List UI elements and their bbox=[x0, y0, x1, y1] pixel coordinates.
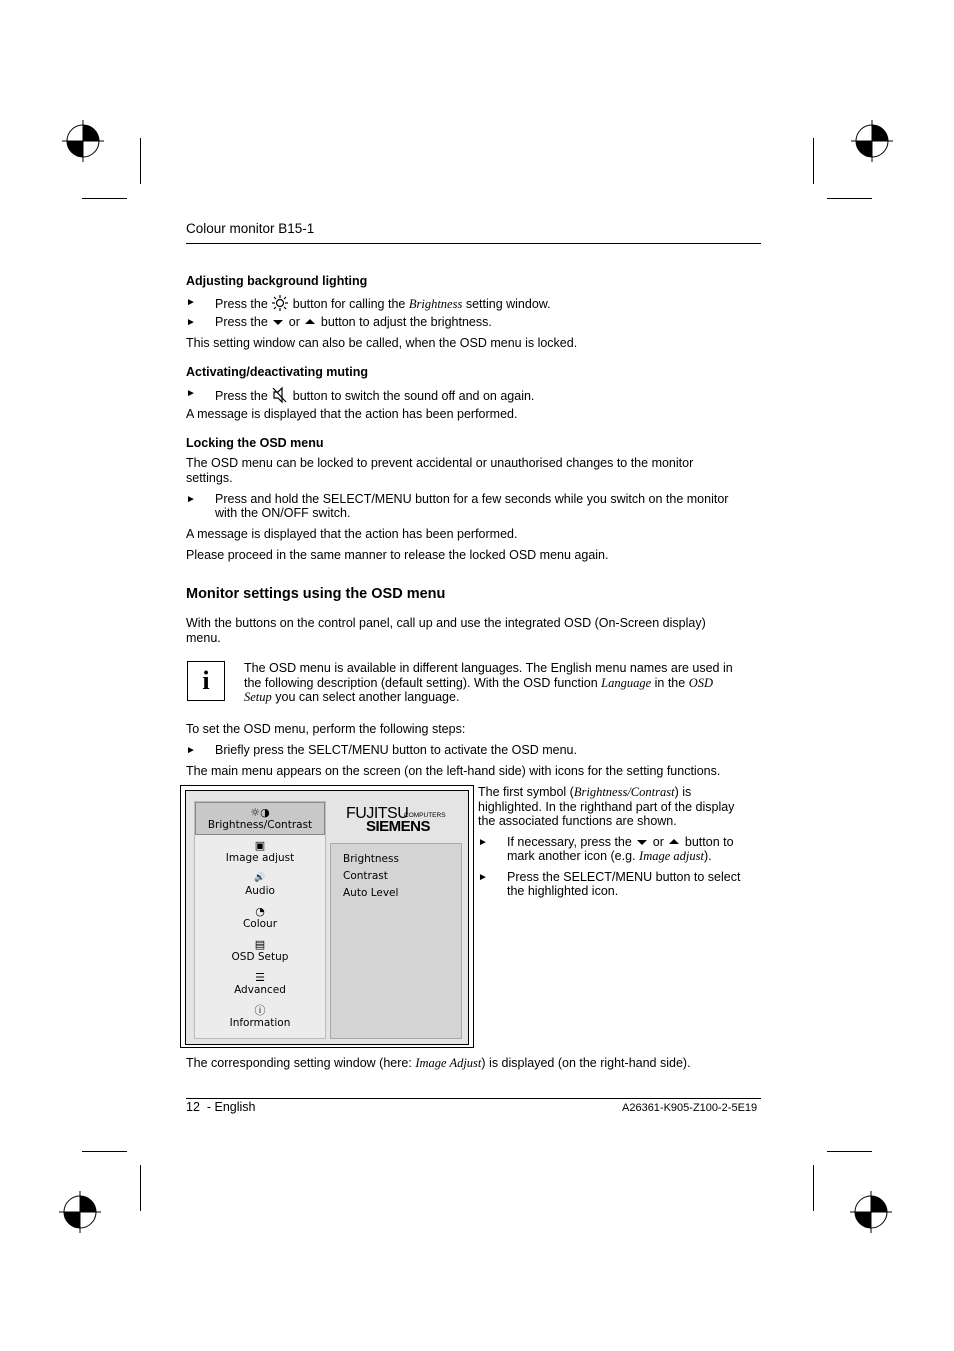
trim-line bbox=[140, 138, 141, 184]
text-span: or bbox=[288, 315, 300, 329]
text-span: Press the bbox=[215, 297, 268, 311]
text-span: Press the bbox=[215, 389, 268, 403]
bullet-text-line: Press and hold the SELECT/MENU button for a few seconds while you switch on the monitor bbox=[215, 492, 729, 506]
osd-menu-item-image-adjust[interactable] bbox=[195, 839, 325, 864]
text-span: The corresponding setting window (here: bbox=[186, 1056, 412, 1070]
italic-term: Language bbox=[601, 676, 652, 690]
osd-menu-item-osd-setup[interactable] bbox=[195, 938, 325, 963]
osd-menu-label: Image adjust bbox=[225, 852, 295, 864]
down-arrow-icon bbox=[635, 837, 649, 847]
information-icon: ⓘ bbox=[254, 1004, 266, 1017]
text-span: or bbox=[652, 835, 664, 849]
paragraph-line: settings. bbox=[186, 471, 233, 485]
trim-line bbox=[82, 198, 127, 199]
text-span: ) is bbox=[674, 785, 692, 799]
paragraph-line: The OSD menu can be locked to prevent accidental or unauthorised changes to the monitor bbox=[186, 456, 694, 470]
bullet-marker: ► bbox=[186, 317, 196, 328]
osd-menu-label: Audio bbox=[245, 885, 275, 897]
bullet-marker: ► bbox=[186, 297, 196, 308]
text-span: button to switch the sound off and on again. bbox=[292, 389, 535, 403]
osd-menu-item-colour[interactable] bbox=[195, 905, 325, 930]
crop-mark-bottom-right bbox=[850, 1191, 892, 1233]
brand-bottom: SIEMENS bbox=[366, 818, 431, 835]
mute-button-icon bbox=[271, 386, 289, 404]
image-adjust-icon: ▣ bbox=[254, 839, 266, 852]
bullet-text bbox=[215, 386, 534, 404]
crop-mark-top-right bbox=[851, 120, 893, 162]
osd-setup-icon: ▤ bbox=[254, 938, 266, 951]
text-span: in the bbox=[654, 676, 686, 690]
section-heading: Locking the OSD menu bbox=[186, 436, 324, 450]
bullet-marker: ► bbox=[186, 494, 196, 505]
osd-menu-item-information[interactable] bbox=[195, 1004, 325, 1029]
bullet-text bbox=[215, 315, 492, 330]
paragraph: A message is displayed that the action has been performed. bbox=[186, 407, 518, 421]
side-text-line: the associated functions are shown. bbox=[478, 814, 677, 828]
side-bullet-line: Press the SELECT/MENU button to select bbox=[507, 870, 741, 884]
paragraph: Please proceed in the same manner to release the locked OSD menu again. bbox=[186, 548, 609, 562]
text-span: you can select another language. bbox=[275, 690, 460, 704]
bullet-marker: ► bbox=[478, 837, 488, 848]
osd-main-menu bbox=[194, 801, 326, 1039]
side-bullet-line bbox=[507, 849, 712, 864]
italic-term: OSD bbox=[688, 676, 714, 690]
bullet-text-line: with the ON/OFF switch. bbox=[215, 506, 351, 520]
text-span: button to bbox=[684, 835, 734, 849]
osd-window bbox=[185, 790, 469, 1045]
italic-term: Brightness/Contrast bbox=[573, 785, 675, 799]
info-icon: i bbox=[187, 661, 225, 701]
osd-function-item[interactable]: Auto Level bbox=[343, 887, 399, 899]
paragraph-line: With the buttons on the control panel, call up and use the integrated OSD (On-Screen display) bbox=[186, 616, 706, 630]
advanced-icon: ☰ bbox=[255, 971, 265, 984]
paragraph: The main menu appears on the screen (on the left-hand side) with icons for the setting functions. bbox=[186, 764, 721, 778]
footer-rule bbox=[186, 1098, 761, 1099]
brand-small: COMPUTERS bbox=[404, 812, 446, 819]
fujitsu-siemens-logo bbox=[346, 801, 450, 841]
text-span: The first symbol ( bbox=[478, 785, 574, 799]
osd-menu-label: Advanced bbox=[234, 984, 286, 996]
trim-line bbox=[140, 1165, 141, 1211]
text-span: ). bbox=[703, 849, 712, 863]
text-span: mark another icon (e.g. bbox=[507, 849, 636, 863]
paragraph: A message is displayed that the action has been performed. bbox=[186, 527, 518, 541]
section-title: Monitor settings using the OSD menu bbox=[186, 586, 446, 602]
italic-term: Image Adjust bbox=[415, 1056, 482, 1070]
text-span: button for calling the bbox=[292, 297, 406, 311]
osd-menu-item-advanced[interactable] bbox=[195, 971, 325, 996]
bullet-text bbox=[215, 295, 551, 312]
side-text-line bbox=[478, 785, 691, 800]
crop-mark-top-left bbox=[62, 120, 104, 162]
brightness-contrast-icon: ☼◑ bbox=[250, 806, 270, 819]
note-line bbox=[244, 690, 459, 705]
section-heading: Adjusting background lighting bbox=[186, 274, 368, 288]
trim-line bbox=[813, 1165, 814, 1211]
osd-function-item[interactable]: Brightness bbox=[343, 853, 399, 865]
osd-menu-label: OSD Setup bbox=[231, 951, 289, 963]
osd-function-panel bbox=[330, 843, 462, 1039]
osd-menu-item-audio[interactable] bbox=[195, 872, 325, 897]
trim-line bbox=[827, 198, 872, 199]
bullet-marker: ► bbox=[186, 745, 196, 756]
bullet-marker: ► bbox=[186, 388, 196, 399]
osd-menu-label: Colour bbox=[242, 918, 278, 930]
section-heading: Activating/deactivating muting bbox=[186, 365, 368, 379]
brand-top: FUJITSU bbox=[346, 805, 409, 822]
text-span: the following description (default setting). With the OSD function bbox=[244, 676, 598, 690]
paragraph-line: menu. bbox=[186, 631, 221, 645]
bullet-text: Briefly press the SELCT/MENU button to activate the OSD menu. bbox=[215, 743, 577, 757]
note-line: The OSD menu is available in different languages. The English menu names are used in bbox=[244, 661, 733, 675]
osd-screenshot-figure bbox=[180, 785, 474, 1048]
document-number: A26361-K905-Z100-2-5E19 bbox=[622, 1102, 758, 1114]
paragraph bbox=[186, 1056, 691, 1071]
paragraph: This setting window can also be called, when the OSD menu is locked. bbox=[186, 336, 578, 350]
up-arrow-icon bbox=[667, 837, 681, 847]
osd-menu-label: Brightness/Contrast bbox=[207, 819, 313, 831]
text-span: If necessary, press the bbox=[507, 835, 632, 849]
page-number: 12 - English bbox=[186, 1100, 256, 1114]
down-arrow-icon bbox=[271, 317, 285, 327]
sun-button-icon bbox=[271, 295, 289, 311]
text-span: setting window. bbox=[465, 297, 551, 311]
trim-line bbox=[813, 138, 814, 184]
side-bullet-line bbox=[507, 835, 734, 850]
side-bullet-line: the highlighted icon. bbox=[507, 884, 619, 898]
text-span: ) is displayed (on the right-hand side). bbox=[481, 1056, 691, 1070]
note-line bbox=[244, 676, 713, 691]
italic-term: Image adjust bbox=[639, 849, 704, 863]
audio-icon: 🔊 bbox=[254, 873, 266, 883]
text-span: Press the bbox=[215, 315, 268, 329]
bullet-marker: ► bbox=[478, 872, 488, 883]
running-header: Colour monitor B15-1 bbox=[186, 221, 315, 236]
trim-line bbox=[82, 1151, 127, 1152]
crop-mark-bottom-left bbox=[59, 1191, 101, 1233]
italic-term: Setup bbox=[244, 690, 272, 704]
side-text-line: highlighted. In the righthand part of the display bbox=[478, 800, 735, 814]
osd-function-item[interactable]: Contrast bbox=[343, 870, 388, 882]
header-rule bbox=[186, 243, 761, 244]
osd-menu-label: Information bbox=[229, 1017, 291, 1029]
paragraph: To set the OSD menu, perform the following steps: bbox=[186, 722, 466, 736]
text-span: button to adjust the brightness. bbox=[320, 315, 492, 329]
osd-menu-item-brightness-contrast[interactable] bbox=[195, 802, 325, 835]
up-arrow-icon bbox=[303, 317, 317, 327]
trim-line bbox=[827, 1151, 872, 1152]
italic-term: Brightness bbox=[408, 297, 463, 311]
colour-icon: ◔ bbox=[255, 905, 265, 918]
